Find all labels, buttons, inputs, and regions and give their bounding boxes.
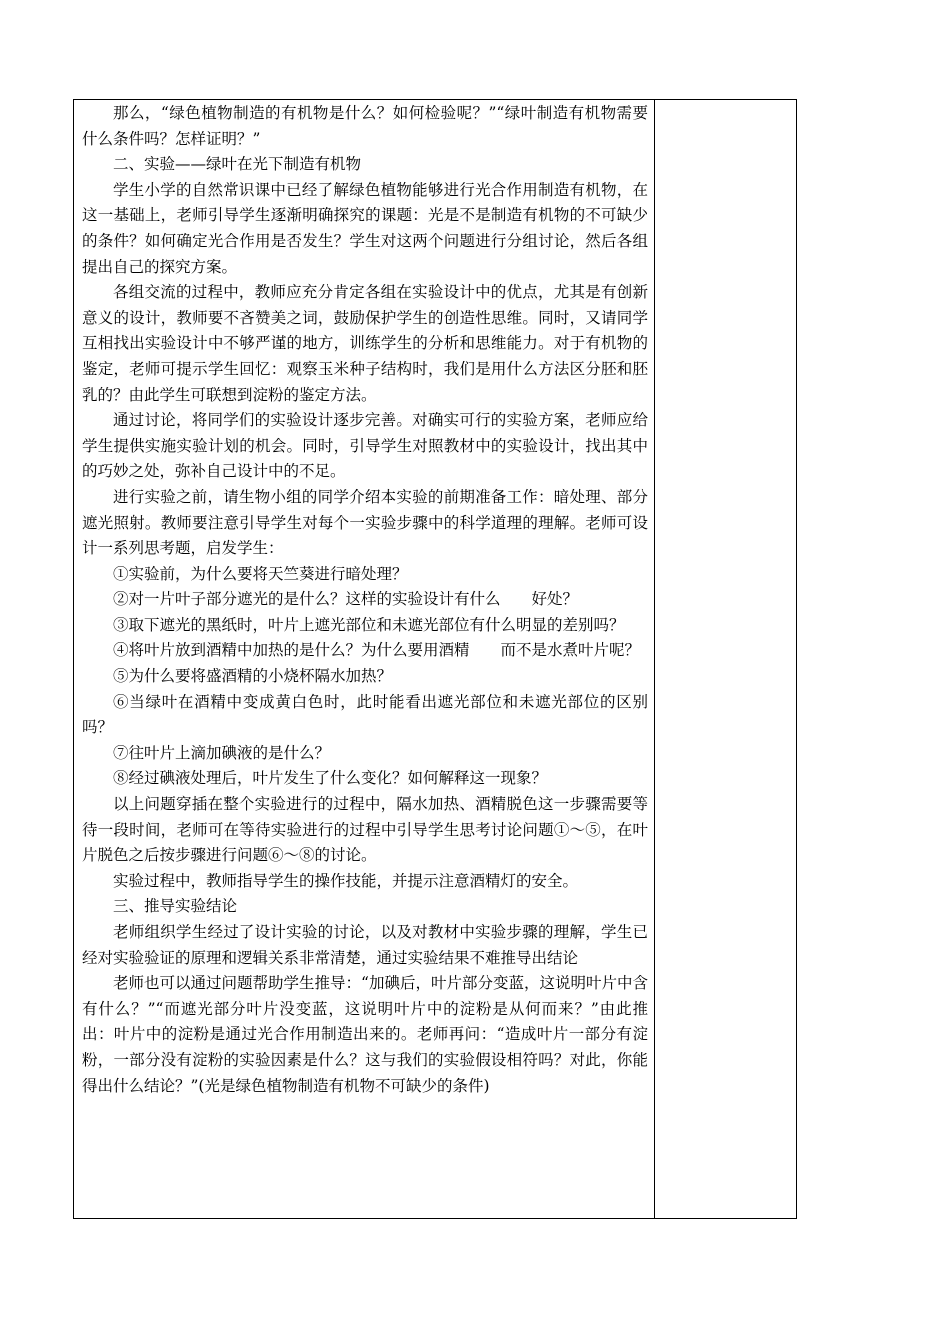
paragraph: 老师也可以通过问题帮助学生推导：“加碘后，叶片部分变蓝，这说明叶片中含有什么？”“而遮光部分叶片没变蓝，这说明叶片中的淀粉是从何而来？”由此推出：叶片中的淀粉是通过光合作用制造出来的。老师再问：“造成叶片一部分有淀粉，一部分没有淀粉的实验因素是什么？这与我们的实验假设相符吗？对此，你能得出什么结论？”(光是绿色植物制造有机物不可缺少的条件) bbox=[82, 974, 648, 1095]
section-heading: 三、推导实验结论 bbox=[113, 897, 238, 916]
paragraph: 学生小学的自然常识课中已经了解绿色植物能够进行光合作用制造有机物，在这一基础上，老师引导学生逐渐明确探究的课题：光是不是制造有机物的不可缺少的条件？如何确定光合作用是否发生？学生对这两个问题进行分组讨论，然后各组提出自己的探究方案。 bbox=[82, 180, 648, 276]
question-item: ④将叶片放到酒精中加热的是什么？为什么要用酒精 而不是水煮叶片呢？ bbox=[113, 641, 641, 660]
paragraph: 以上问题穿插在整个实验进行的过程中，隔水加热、酒精脱色这一步骤需要等待一段时间，老师可在等待实验进行的过程中引导学生思考讨论问题①～⑤，在叶片脱色之后按步骤进行问题⑥～⑧的讨论。 bbox=[82, 795, 648, 865]
paragraph: 实验过程中，教师指导学生的操作技能，并提示注意酒精灯的安全。 bbox=[113, 871, 579, 890]
question-item: ⑥当绿叶在酒精中变成黄白色时，此时能看出遮光部位和未遮光部位的区别吗？ bbox=[82, 692, 648, 737]
lesson-content bbox=[82, 101, 648, 1099]
section-heading: 二、实验——绿叶在光下制造有机物 bbox=[113, 155, 362, 174]
question-item: ②对一片叶子部分遮光的是什么？这样的实验设计有什么 好处？ bbox=[113, 590, 579, 609]
notes-cell bbox=[655, 100, 796, 1218]
paragraph: 通过讨论，将同学们的实验设计逐步完善。对确实可行的实验方案，老师应给学生提供实施实验计划的机会。同时，引导学生对照教材中的实验设计，找出其中的巧妙之处，弥补自己设计中的不足。 bbox=[82, 411, 648, 481]
question-item: ③取下遮光的黑纸时，叶片上遮光部位和未遮光部位有什么明显的差别吗？ bbox=[113, 615, 625, 634]
paragraph: 进行实验之前，请生物小组的同学介绍本实验的前期准备工作：暗处理、部分遮光照射。教师要注意引导学生对每个一实验步骤中的科学道理的理解。老师可设计一系列思考题，启发学生： bbox=[82, 487, 648, 558]
paragraph: 那么，“绿色植物制造的有机物是什么？如何检验呢？”“绿叶制造有机物需要什么条件吗？怎样证明？” bbox=[82, 104, 648, 148]
paragraph: 各组交流的过程中，教师应充分肯定各组在实验设计中的优点，尤其是有创新意义的设计，教师要不吝赞美之词，鼓励保护学生的创造性思维。同时，又请同学互相找出实验设计中不够严谨的地方，训练学生的分析和思维能力。对于有机物的鉴定，老师可提示学生回忆：观察玉米种子结构时，我们是用什么方法区分胚和胚乳的？由此学生可联想到淀粉的鉴定方法。 bbox=[82, 283, 648, 404]
paragraph: 老师组织学生经过了设计实验的讨论，以及对教材中实验步骤的理解，学生已经对实验验证的原理和逻辑关系非常清楚，通过实验结果不难推导出结论 bbox=[82, 923, 648, 967]
question-item: ⑦往叶片上滴加碘液的是什么？ bbox=[113, 743, 331, 762]
question-item: ⑧经过碘液处理后，叶片发生了什么变化？如何解释这一现象？ bbox=[113, 769, 548, 788]
question-item: ⑤为什么要将盛酒精的小烧杯隔水加热？ bbox=[113, 667, 393, 686]
question-item: ①实验前，为什么要将天竺葵进行暗处理？ bbox=[113, 564, 408, 583]
